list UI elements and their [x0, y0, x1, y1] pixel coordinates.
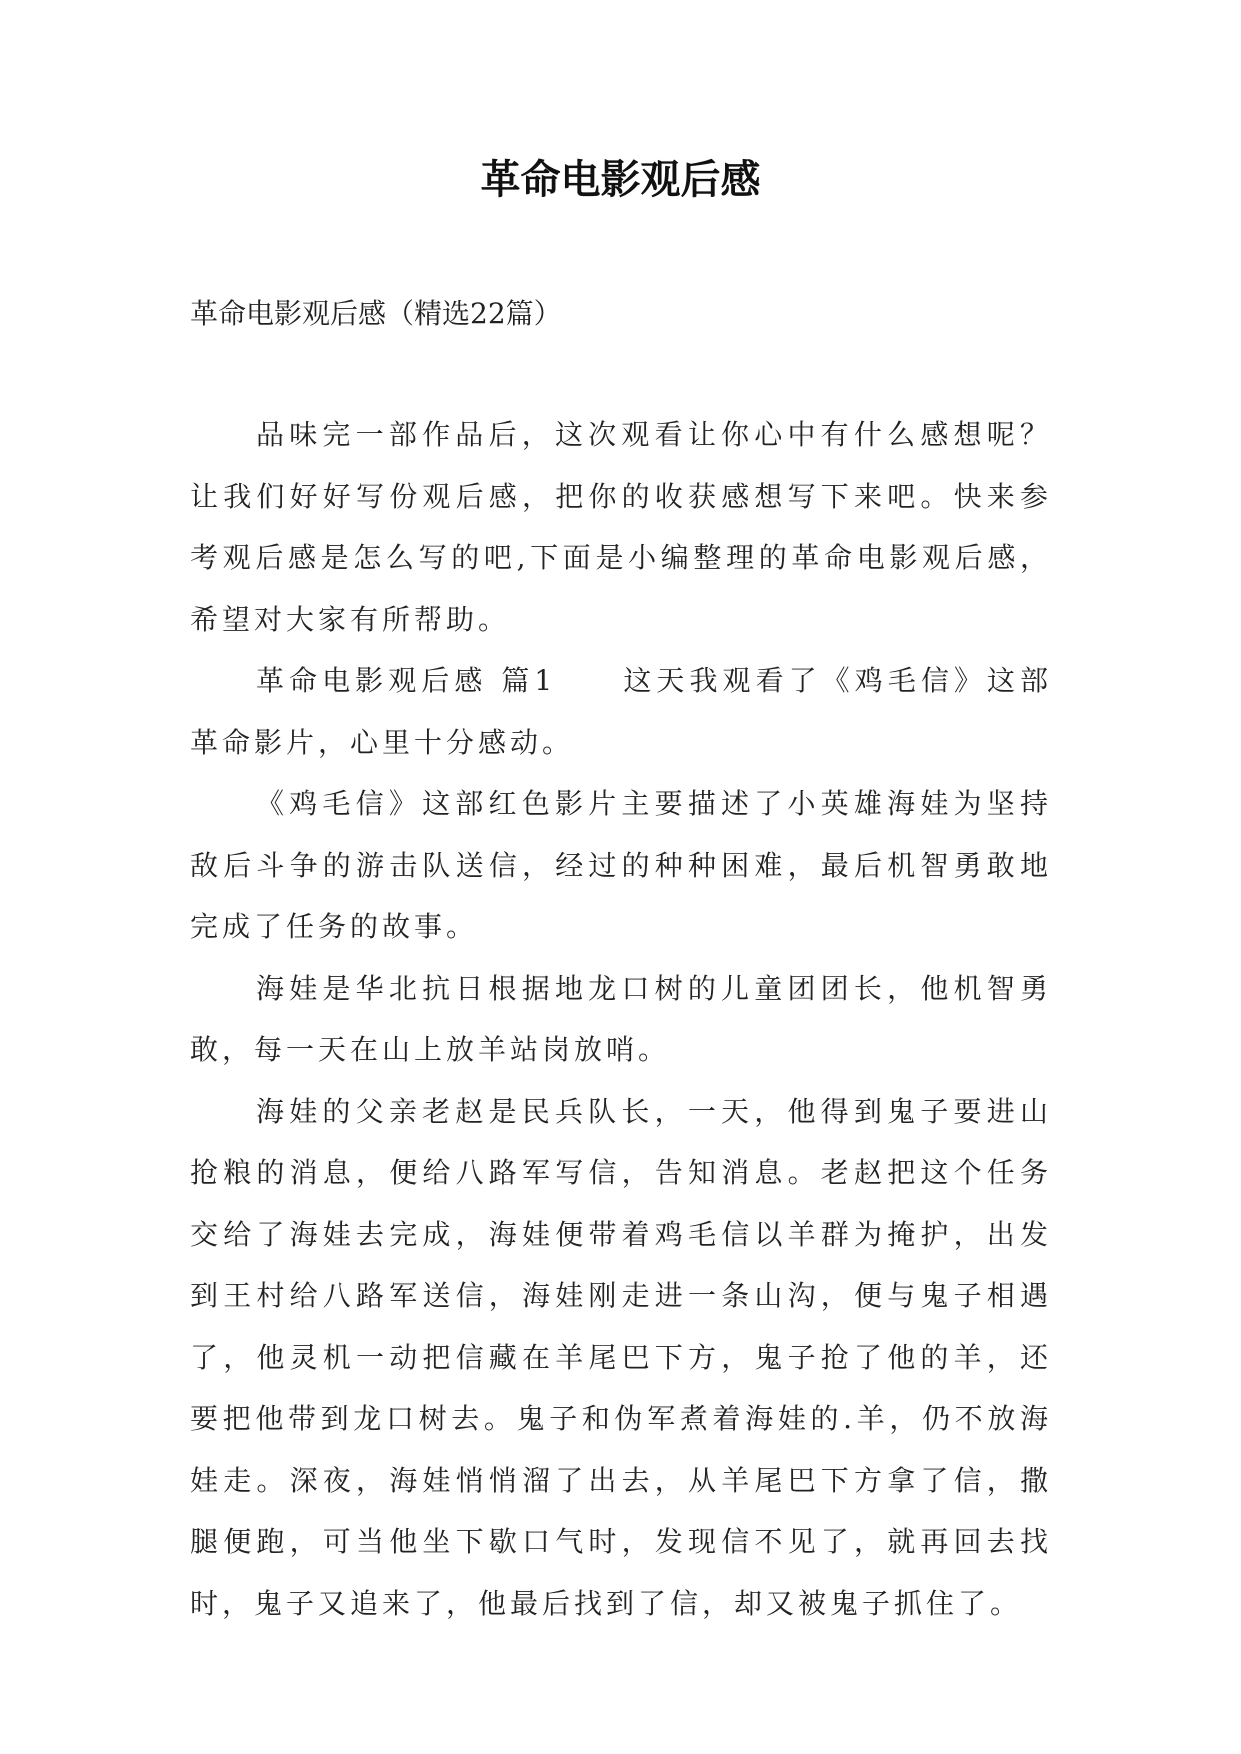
body-paragraph: 海娃是华北抗日根据地龙口树的儿童团团长，他机智勇敢，每一天在山上放羊站岗放哨。 — [190, 971, 1052, 1066]
document-body — [190, 404, 1052, 1634]
body-paragraph: 海娃的父亲老赵是民兵队长，一天，他得到鬼子要进山抢粮的消息，便给八路军写信，告知消息。老赵把这个任务交给了海娃去完成，海娃便带着鸡毛信以羊群为掩护，出发到王村给八路军送信，海娃刚走进一条山沟，便与鬼子相遇了，他灵机一动把信藏在羊尾巴下方，鬼子抢了他的羊，还要把他带到龙口树去。鬼子和伪军煮着海娃的.羊，仍不放海娃走。深夜，海娃悄悄溜了出去，从羊尾巴下方拿了信，撒腿便跑，可当他坐下歇口气时，发现信不见了，就再回去找时，鬼子又追来了，他最后找到了信，却又被鬼子抓住了。 — [190, 1094, 1052, 1620]
document-subtitle: 革命电影观后感（精选22篇） — [190, 297, 562, 330]
body-paragraph: 《鸡毛信》这部红色影片主要描述了小英雄海娃为坚持敌后斗争的游击队送信，经过的种种困难，最后机智勇敢地完成了任务的故事。 — [190, 787, 1052, 943]
intro-paragraph: 品味完一部作品后，这次观看让你心中有什么感想呢？让我们好好写份观后感，把你的收获感想写下来吧。快来参考观后感是怎么写的吧,下面是小编整理的革命电影观后感，希望对大家有所帮助。 — [190, 418, 1052, 636]
document-title: 革命电影观后感 — [480, 156, 761, 203]
section-heading-paragraph: 革命电影观后感 篇1 这天我观看了《鸡毛信》这部革命影片，心里十分感动。 — [190, 664, 1052, 759]
